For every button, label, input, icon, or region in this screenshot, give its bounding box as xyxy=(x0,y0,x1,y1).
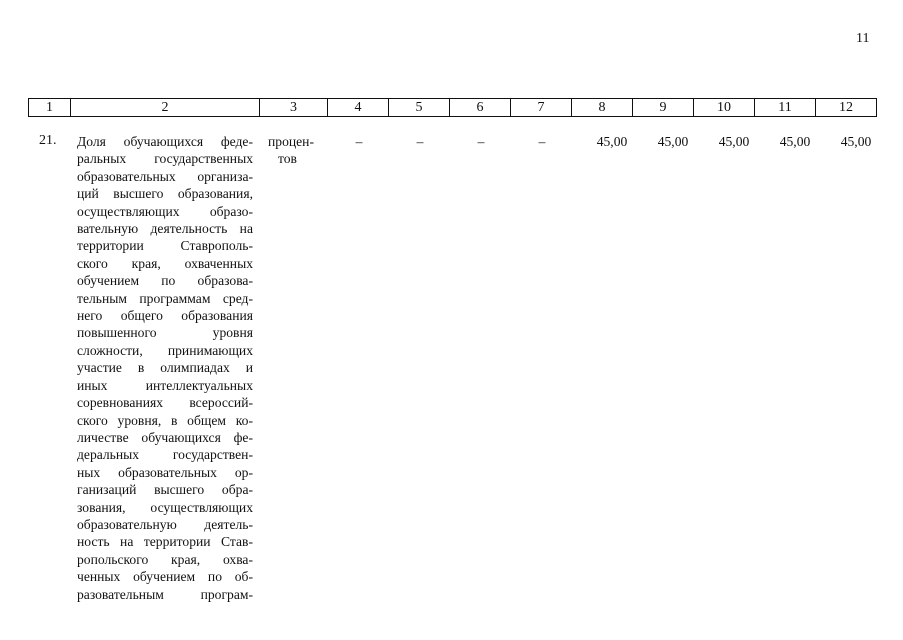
description-line: образовательных организа- xyxy=(77,168,253,184)
value-col-5: – xyxy=(416,134,424,149)
value-col-10: 45,00 xyxy=(718,134,750,149)
description-line: ральных государственных xyxy=(77,151,253,167)
description-line: Доля обучающихся феде- xyxy=(77,134,253,149)
description-line: ченных обучением по об- xyxy=(77,569,253,585)
description-line: него общего образования xyxy=(77,308,253,324)
column-header-table xyxy=(28,98,877,117)
description-line: личестве обучающихся фе- xyxy=(77,429,253,445)
description-line: деральных государствен- xyxy=(77,447,253,463)
description-line: иных интеллектуальных xyxy=(77,377,253,393)
unit-line: процен- xyxy=(268,134,314,149)
column-header-row xyxy=(29,99,877,117)
column-header: 10 xyxy=(694,99,755,117)
description-line: ского уровня, в общем ко- xyxy=(77,412,253,428)
column-header: 3 xyxy=(260,99,328,117)
indicator-description xyxy=(77,133,253,603)
column-header: 5 xyxy=(389,99,450,117)
description-line: обучением по образова- xyxy=(77,273,253,289)
column-header: 8 xyxy=(572,99,633,117)
description-line: ропольского края, охва- xyxy=(77,551,253,567)
description-line: ского края, охваченных xyxy=(77,255,253,271)
column-header: 2 xyxy=(71,99,260,117)
description-line: сложности, принимающих xyxy=(77,342,253,358)
description-line: участие в олимпиадах и xyxy=(77,360,253,376)
value-col-4: – xyxy=(355,134,363,149)
description-line: соревнованиях всероссий- xyxy=(77,395,253,411)
value-col-9: 45,00 xyxy=(657,134,689,149)
column-header: 4 xyxy=(328,99,389,117)
column-header: 12 xyxy=(816,99,877,117)
description-line: образовательную деятель- xyxy=(77,516,253,532)
column-header: 9 xyxy=(633,99,694,117)
column-header: 6 xyxy=(450,99,511,117)
unit-of-measure xyxy=(268,133,324,168)
value-col-11: 45,00 xyxy=(779,134,811,149)
description-line: территории Ставрополь- xyxy=(77,238,253,254)
page-number: 11 xyxy=(856,31,870,46)
description-line: ность на территории Став- xyxy=(77,534,253,550)
column-header: 11 xyxy=(755,99,816,117)
description-line: тельным программам сред- xyxy=(77,290,253,306)
value-col-6: – xyxy=(477,134,485,149)
column-header: 1 xyxy=(29,99,71,117)
description-line: ных образовательных ор- xyxy=(77,464,253,480)
description-line: повышенного уровня xyxy=(77,325,253,341)
value-col-8: 45,00 xyxy=(596,134,628,149)
description-line: разовательным програм- xyxy=(77,586,253,602)
description-line: ганизаций высшего обра- xyxy=(77,482,253,498)
description-line: вательную деятельность на xyxy=(77,221,253,237)
value-col-12: 45,00 xyxy=(840,134,872,149)
value-col-7: – xyxy=(538,134,546,149)
column-header: 7 xyxy=(511,99,572,117)
description-line: осуществляющих образо- xyxy=(77,203,253,219)
description-line: зования, осуществляющих xyxy=(77,499,253,515)
row-number: 21. xyxy=(39,133,57,148)
description-line: ций высшего образования, xyxy=(77,186,253,202)
unit-line: тов xyxy=(278,151,297,167)
